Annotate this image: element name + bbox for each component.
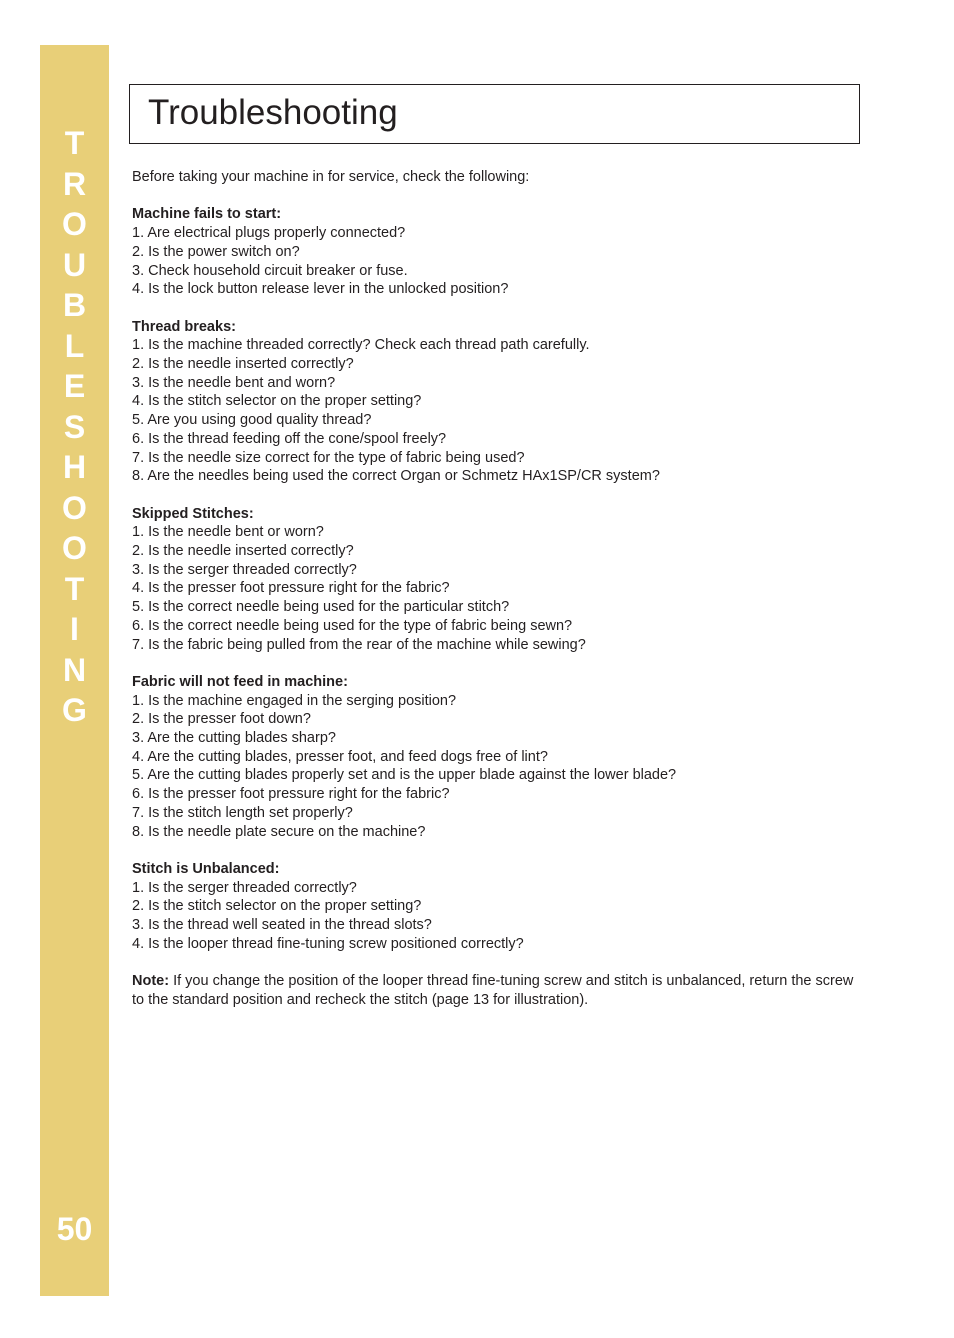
vertical-letter: B [62, 287, 87, 323]
list-item: 3. Check household circuit breaker or fuse. [132, 262, 408, 279]
list-item: 2. Is the needle inserted correctly? [132, 356, 354, 372]
vertical-letter: O [62, 530, 87, 566]
vertical-letter: O [62, 489, 87, 526]
vertical-letter: T [64, 570, 85, 607]
list-item: 4. Are the cutting blades, presser foot, and feed dogs free of lint? [132, 748, 548, 765]
list-item: 6. Is the correct needle being used for the type of fabric being sewn? [132, 617, 573, 634]
section-heading: Fabric will not feed in machine: [132, 673, 348, 690]
content [132, 168, 867, 1010]
list-item: 4. Is the presser foot pressure right for the fabric? [132, 580, 450, 597]
list-item: 5. Are you using good quality thread? [132, 412, 372, 429]
checklist [132, 879, 867, 954]
list-item: 3. Is the serger threaded correctly? [132, 561, 357, 578]
vertical-letter: I [70, 611, 79, 647]
side-tab [40, 45, 109, 1296]
section [132, 505, 867, 655]
list-item: 6. Is the presser foot pressure right for the fabric? [132, 786, 450, 803]
section-heading: Stitch is Unbalanced: [132, 860, 280, 877]
list-item: 1. Is the machine threaded correctly? Check each thread path carefully. [132, 337, 590, 354]
list-item: 3. Is the needle bent and worn? [132, 374, 336, 391]
checklist [132, 523, 867, 654]
list-item: 4. Is the stitch selector on the proper setting? [132, 393, 422, 410]
vertical-letter: U [62, 246, 87, 283]
vertical-letter: E [63, 368, 86, 404]
list-item: 2. Is the presser foot down? [132, 711, 311, 728]
list-item: 4. Is the looper thread fine-tuning screw positioned correctly? [132, 935, 524, 952]
vertical-section-title [40, 123, 109, 731]
vertical-letter: L [64, 327, 85, 364]
section-heading: Thread breaks: [132, 318, 236, 335]
checklist [132, 692, 867, 842]
list-item: 5. Are the cutting blades properly set and is the upper blade against the lower blade? [132, 767, 677, 784]
list-item: 2. Is the needle inserted correctly? [132, 543, 354, 560]
list-item: 3. Is the thread well seated in the thread slots? [132, 917, 432, 934]
list-item: 5. Is the correct needle being used for the particular stitch? [132, 599, 510, 616]
note-label: Note: [132, 973, 170, 990]
list-item: 1. Is the needle bent or worn? [132, 524, 324, 541]
note-text: If you change the position of the looper thread fine-tuning screw and stitch is unbalanced, return the screw to the standard position and recheck the stitch (page 13 for illustration). [132, 973, 854, 1008]
vertical-letter: R [62, 165, 87, 202]
section [132, 860, 867, 954]
list-item: 2. Is the stitch selector on the proper setting? [132, 898, 422, 915]
section [132, 318, 867, 486]
vertical-letter: N [62, 651, 87, 688]
list-item: 4. Is the lock button release lever in the unlocked position? [132, 281, 509, 298]
section [132, 673, 867, 841]
list-item: 1. Is the serger threaded correctly? [132, 879, 357, 896]
note [132, 972, 867, 1009]
list-item: 2. Is the power switch on? [132, 243, 300, 260]
page-number: 50 [56, 1211, 93, 1247]
vertical-letter: S [63, 408, 86, 445]
page-title: Troubleshooting [148, 93, 398, 132]
checklist [132, 224, 867, 299]
list-item: 8. Are the needles being used the correct Organ or Schmetz HAx1SP/CR system? [132, 468, 660, 485]
list-item: 1. Is the machine engaged in the serging position? [132, 692, 457, 709]
list-item: 7. Is the fabric being pulled from the rear of the machine while sewing? [132, 636, 586, 653]
sections [132, 205, 867, 953]
section-heading: Machine fails to start: [132, 206, 282, 223]
list-item: 7. Is the needle size correct for the type of fabric being used? [132, 449, 525, 466]
section-heading: Skipped Stitches: [132, 505, 254, 522]
list-item: 1. Are electrical plugs properly connected? [132, 225, 406, 242]
list-item: 3. Are the cutting blades sharp? [132, 730, 336, 747]
list-item: 6. Is the thread feeding off the cone/spool freely? [132, 430, 447, 447]
vertical-letter: G [62, 692, 87, 728]
intro-text: Before taking your machine in for service, check the following: [132, 169, 530, 185]
vertical-letter: T [64, 125, 85, 161]
list-item: 7. Is the stitch length set properly? [132, 804, 353, 821]
title-box [129, 84, 860, 144]
vertical-letter: O [62, 206, 87, 242]
section [132, 205, 867, 299]
checklist [132, 336, 867, 486]
list-item: 8. Is the needle plate secure on the machine? [132, 823, 426, 840]
vertical-letter: H [62, 449, 87, 485]
